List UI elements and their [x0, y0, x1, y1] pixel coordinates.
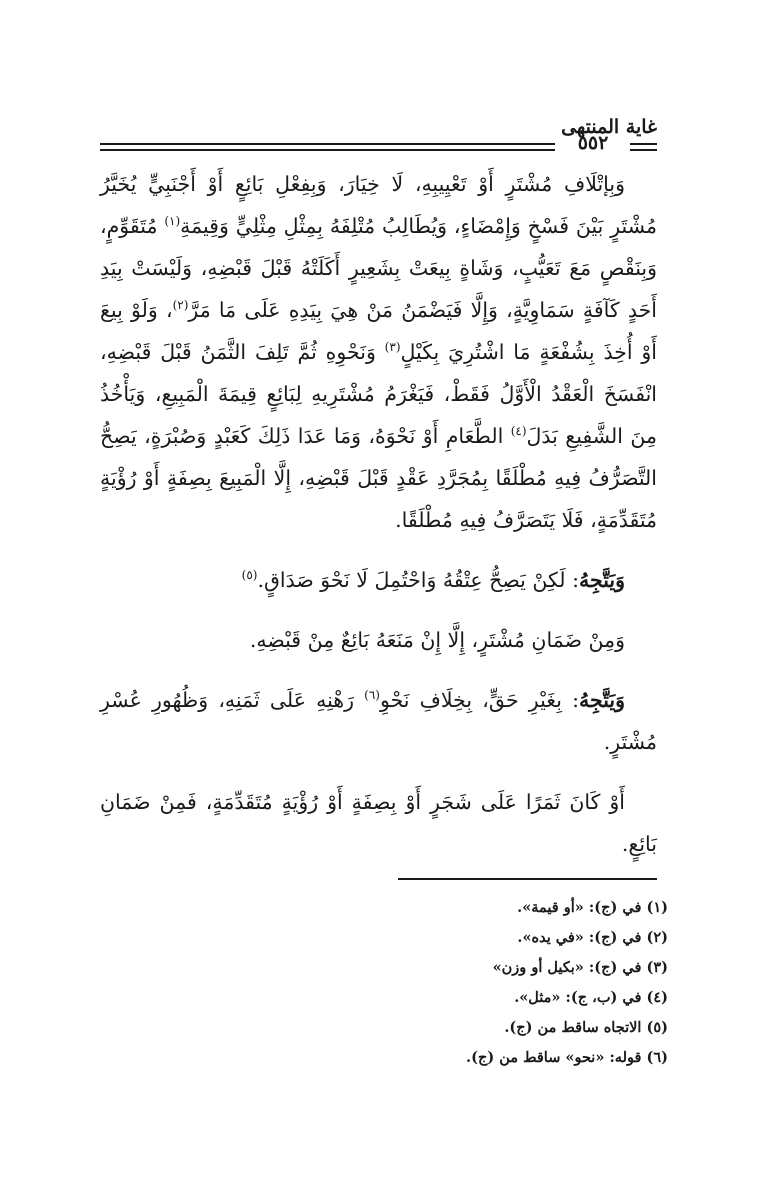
paragraph-4-text-2: رَهْنِهِ عَلَى ثَمَنِهِ، وَظُهُورِ عُسْرِ مُشْتَرٍ.: [100, 688, 657, 754]
footnote-separator: [398, 878, 657, 880]
paragraph-2: [100, 559, 657, 601]
running-title: غاية المنتهى: [561, 116, 657, 138]
paragraph-1-text-5: الطَّعَامِ أَوْ نَحْوَهُ، وَمَا عَدَا ذَلِكَ كَعَبْدٍ وَصُبْرَةٍ، يَصِحُّ التَّصَرُّفُ فِيهِ مُطْلَقًا بِمُجَرَّدِ عَقْدٍ قَبْلَ قَبْضِهِ، إِلَّا الْمَبِيعَ بِصِفَةٍ أَوْ رُؤْيَةٍ مُتَقَدِّمَةٍ، فَلَا يَتَصَرَّفُ فِيهِ مُطْلَقًا.: [100, 424, 657, 532]
paragraph-1-text-4: وَنَحْوِهِ ثُمَّ تَلِفَ الثَّمَنُ قَبْلَ قَبْضِهِ، انْفَسَخَ الْعَقْدُ الْأَوَّلُ فَقَطْ، فَيَغْرَمُ مُشْتَرِيهِ لِبَائِعٍ قِيمَةَ الْمَبِيعِ، وَيَأْخُذُ مِنَ الشَّفِيعِ بَدَلَ: [100, 340, 657, 448]
header-rule-left-bottom: [100, 149, 555, 151]
paragraph-4-text-1: : بِغَيْرِ حَقٍّ، بِخِلَافِ نَحْوِ: [379, 688, 579, 712]
paragraph-5: [100, 781, 657, 865]
footnote-ref-3[interactable]: (٣): [384, 340, 401, 355]
paragraph-1: [100, 163, 657, 541]
paragraph-3: [100, 619, 657, 661]
paragraph-4: [100, 679, 657, 763]
main-text: [100, 163, 657, 865]
paragraph-2-text: : لَكِنْ يَصِحُّ عِتْقُهُ وَاحْتُمِلَ لَا نَحْوَ صَدَاقٍ.: [257, 568, 579, 592]
footnote-ref-4[interactable]: (٤): [510, 424, 527, 439]
footnote-ref-6[interactable]: (٦): [364, 688, 380, 703]
paragraph-1-text-2: مُتَقَوِّمٍ، وَبِنَقْصٍ مَعَ تَعَيُّبٍ، وَشَاةٍ بِيعَتْ بِشَعِيرٍ أَكَلَتْهُ قَبْلَ قَبْضِهِ، وَلَيْسَتْ بِيَدِ أَحَدٍ كَآفَةٍ سَمَاوِيَّةٍ، وَإِلَّا فَيَضْمَنُ مَنْ هِيَ بِيَدِهِ عَلَى مَا مَرَّ: [100, 214, 657, 322]
header-rule-right-top: [630, 143, 657, 145]
footnote-ref-1[interactable]: (١): [164, 214, 181, 229]
paragraph-1-text-1: وَبِإتْلَافِ مُشْتَرٍ أَوْ تَعْيِيبِهِ، لَا خِيَارَ، وَبِفِعْلِ بَائِعٍ أَوْ أَجْنَبِيٍّ يُخَيَّرُ مُشْتَرٍ بَيْنَ فَسْخٍ وَإِمْضَاءٍ، وَيُطَالِبُ مُتْلِفَهُ بِمِثْلِ مِثْلِيٍّ وَقِيمَةِ: [100, 172, 658, 238]
paragraph-3-text: وَمِنْ ضَمَانِ مُشْتَرٍ، إِلَّا إِنْ مَنَعَهُ بَائِعٌ مِنْ قَبْضِهِ.: [249, 628, 625, 652]
footnote-3: (٣) في (ج): «بكيل أو وزن»: [492, 959, 668, 976]
footnote-4: (٤) في (ب، ج): «مثل».: [514, 989, 668, 1006]
tajah-label: وَيَتَّجِهُ: [578, 568, 625, 592]
footnote-2: (٢) في (ج): «في يده».: [517, 929, 668, 946]
footnote-5: (٥) الاتجاه ساقط من (ج).: [504, 1019, 668, 1036]
paragraph-5-text: أَوْ كَانَ ثَمَرًا عَلَى شَجَرٍ أَوْ بِصِفَةٍ أَوْ رُؤْيَةٍ مُتَقَدِّمَةٍ، فَمِنْ ضَمَانِ بَائِعٍ.: [100, 790, 657, 856]
footnote-ref-5[interactable]: (٥): [241, 568, 258, 583]
footnote-6: (٦) قوله: «نحو» ساقط من (ج).: [466, 1049, 668, 1066]
header-rule-left-top: [100, 143, 555, 145]
paragraph-1-text-3: ، وَلَوْ بِيعَ أَوْ أُخِذَ بِشُفْعَةٍ مَا اشْتُرِيَ بِكَيْلٍ: [100, 298, 657, 364]
footnotes: [300, 893, 668, 1073]
footnote-1: (١) في (ج): «أو قيمة».: [517, 899, 668, 916]
header-rule-right-bottom: [630, 149, 657, 151]
footnote-ref-2[interactable]: (٢): [172, 298, 189, 313]
tajah-label: وَيَتَّجِهُ: [578, 688, 625, 712]
page-number: ٥٥٢: [577, 132, 609, 154]
